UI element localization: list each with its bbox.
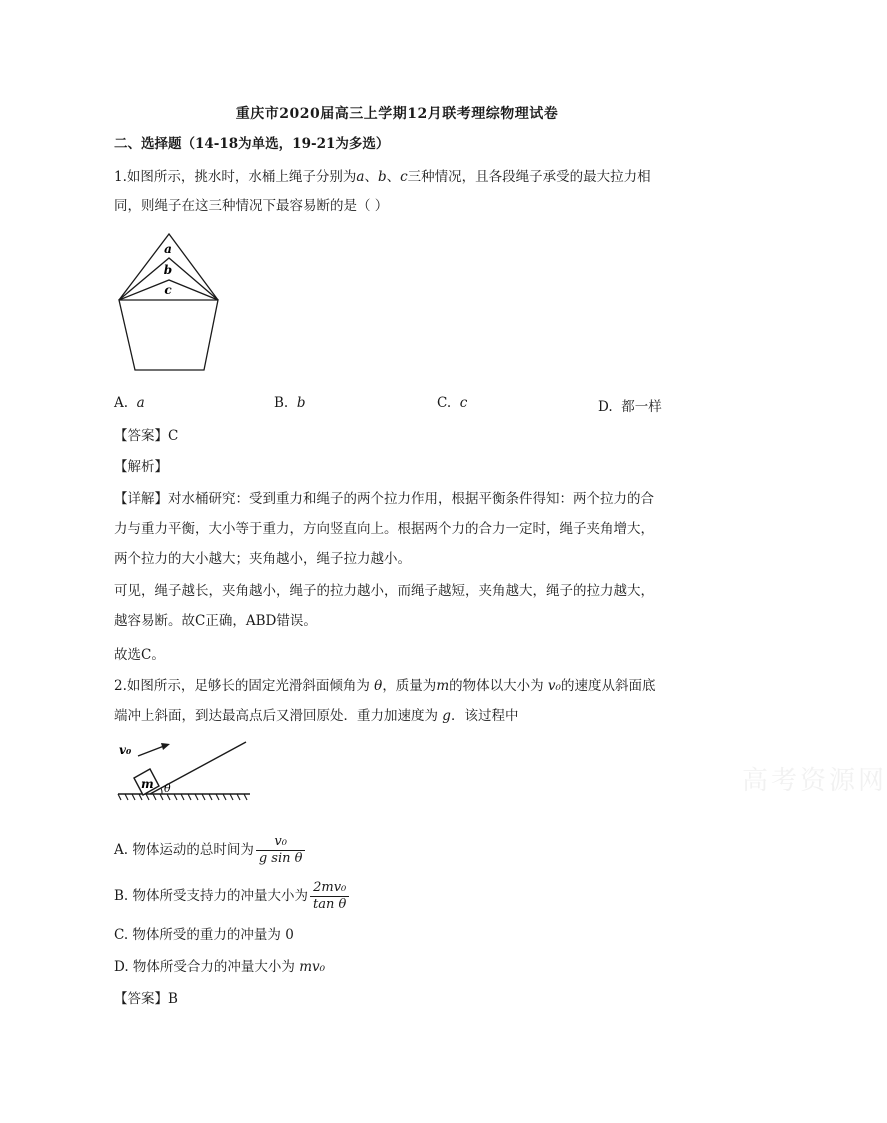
fraction-2mv0-over-tan: $\frac{\text{2mv₀}}{\text{tan θ}}$ <box>310 880 349 913</box>
fraction-v0-over-gsin: $\frac{\text{v₀}}{\text{g sin θ}}$ <box>256 834 306 867</box>
q1-detail-line5: 越容易断。故C正确，ABD错误。 <box>114 613 317 629</box>
q2-option-b: B. 物体所受支持力的冲量大小为 $\frac{\text{2mv₀}}{\text{tan θ}}$ <box>114 878 349 914</box>
q1-answer: 【答案】C <box>114 428 179 444</box>
q2-option-d: D. 物体所受合力的冲量大小为 mv₀ <box>114 959 326 975</box>
velocity-arrow <box>138 746 164 756</box>
q1-conclusion: 故选C。 <box>114 647 165 663</box>
rope-label-c: c <box>164 283 172 297</box>
section-heading: 二、选择题（14-18为单选，19-21为多选） <box>114 136 390 152</box>
angle-arc <box>161 788 162 794</box>
q1-option-c: C. c <box>437 395 468 411</box>
q2-stem-line1: 2.如图所示，足够长的固定光滑斜面倾角为 θ，质量为m的物体以大小为 v₀的速度从斜面底 <box>114 678 656 694</box>
q1-option-a: A. a <box>114 395 145 411</box>
incline-figure <box>116 738 252 812</box>
q1-detail-line2: 力与重力平衡，大小等于重力，方向竖直向上。根据两个力的合力一定时，绳子夹角增大， <box>114 521 654 537</box>
q2-answer: 【答案】B <box>114 991 178 1007</box>
q1-detail-line4: 可见，绳子越长，夹角越小，绳子的拉力越小，而绳子越短，夹角越大，绳子的拉力越大， <box>114 583 654 599</box>
q1-option-b: B. b <box>274 395 306 411</box>
q2-option-c: C. 物体所受的重力的冲量为 0 <box>114 927 294 943</box>
bucket-outline <box>119 300 218 370</box>
page-title: 重庆市2020届高三上学期12月联考理综物理试卷 <box>235 106 559 122</box>
q1-stem-line1: 1.如图所示，挑水时，水桶上绳子分别为a、b、c三种情况，且各段绳子承受的最大拉力相 <box>114 169 651 185</box>
rope-label-a: a <box>164 242 172 256</box>
velocity-arrowhead <box>161 743 170 750</box>
q1-stem-line2: 同，则绳子在这三种情况下最容易断的是（ ） <box>114 198 389 214</box>
q1-detail-line1: 【详解】对水桶研究：受到重力和绳子的两个拉力作用，根据平衡条件得知：两个拉力的合 <box>114 491 654 507</box>
mass-label: m <box>141 777 154 791</box>
q1-option-d: D. 都一样 <box>598 399 662 415</box>
q1-detail-line3: 两个拉力的大小越大；夹角越小，绳子拉力越小。 <box>114 551 411 567</box>
bucket-rope-figure <box>112 228 232 378</box>
rope-label-b: b <box>163 263 173 277</box>
watermark: 高考资源网 <box>742 766 887 796</box>
q2-option-a: A. 物体运动的总时间为 $\frac{\text{v₀}}{\text{g sin θ}}$ <box>114 832 305 868</box>
angle-label: θ <box>164 782 171 795</box>
q2-stem-line2: 端冲上斜面，到达最高点后又滑回原处．重力加速度为 g．该过程中 <box>114 708 519 724</box>
q1-analysis-tag: 【解析】 <box>114 459 168 475</box>
velocity-label: v₀ <box>119 743 132 757</box>
